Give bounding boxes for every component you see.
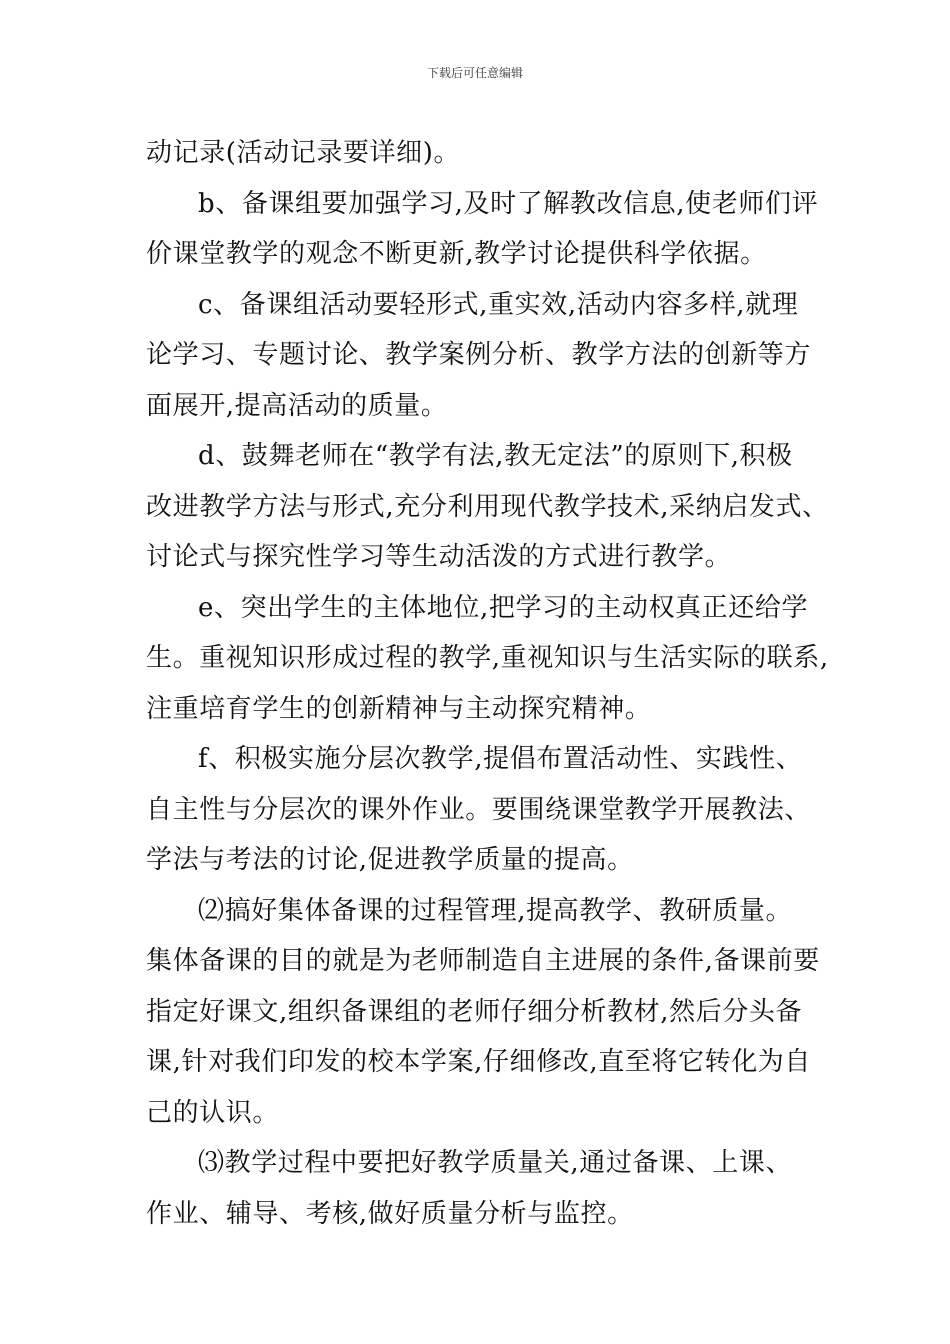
text-line: 注重培育学生的创新精神与主动探究精神。: [146, 693, 652, 724]
text-line: 集体备课的目的就是为老师制造自主进展的条件,备课前要: [146, 946, 820, 976]
text-line: 课,针对我们印发的校本学案,仔细修改,直至将它转化为自: [146, 1047, 811, 1077]
text-line: 生。重视知识形成过程的教学,重视知识与生活实际的联系,: [146, 643, 829, 673]
text-line: e、突出学生的主体地位,把学习的主动权真正还给学: [198, 592, 809, 623]
text-line: 论学习、专题讨论、教学案例分析、教学方法的创新等方: [146, 340, 812, 370]
text-line: 动记录(活动记录要详细)。: [146, 138, 461, 168]
text-line: 学法与考法的讨论,促进教学质量的提高。: [146, 845, 634, 875]
text-line: 己的认识。: [146, 1097, 280, 1128]
text-line: 面展开,提高活动的质量。: [146, 390, 448, 421]
text-line: b、备课组要加强学习,及时了解教改信息,使老师们评: [198, 188, 819, 219]
text-line: c、备课组活动要轻形式,重实效,活动内容多样,就理: [198, 289, 799, 320]
text-line: 作业、辅导、考核,做好质量分析与监控。: [146, 1198, 634, 1229]
text-line: d、鼓舞老师在“教学有法,教无定法”的原则下,积极: [198, 441, 793, 471]
text-line: ⑵搞好集体备课的过程管理,提高教学、教研质量。: [198, 895, 793, 926]
text-line: f、积极实施分层次教学,提倡布置活动性、实践性、: [198, 744, 803, 774]
text-line: 讨论式与探究性学习等生动活泼的方式进行教学。: [146, 542, 732, 572]
document-body: [146, 128, 829, 1239]
text-line: ⑶教学过程中要把好教学质量关,通过备课、上课、: [198, 1148, 793, 1178]
text-line: 价课堂教学的观念不断更新,教学讨论提供科学依据。: [146, 239, 767, 269]
text-line: 自主性与分层次的课外作业。要围绕课堂教学开展教法、: [146, 794, 812, 825]
page-header: 下载后可任意编辑: [426, 66, 523, 80]
text-line: 指定好课文,组织备课组的老师仔细分析教材,然后分头备: [146, 996, 803, 1027]
text-line: 改进教学方法与形式,充分利用现代教学技术,采纳启发式、: [146, 491, 829, 522]
